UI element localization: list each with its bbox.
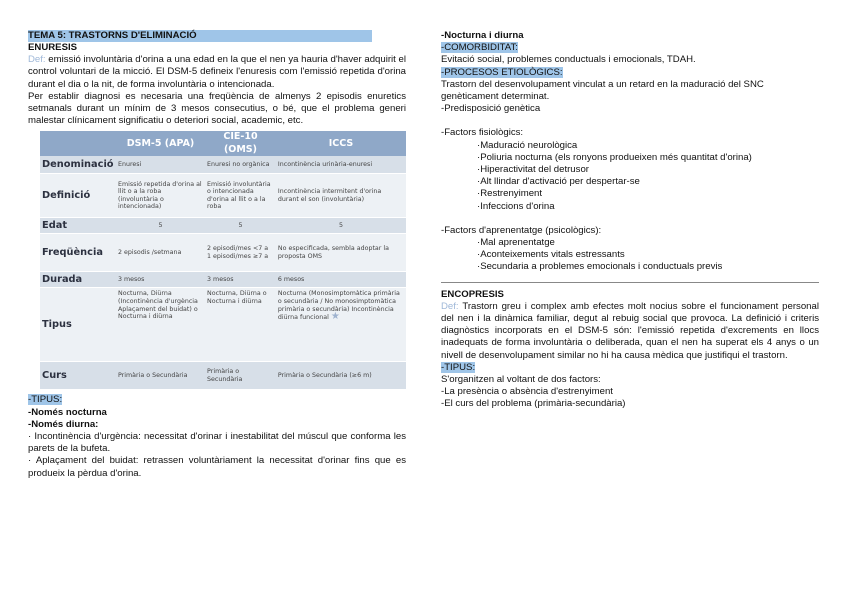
table-row <box>40 156 406 174</box>
table-cell: 2 episodis /setmana <box>116 234 205 272</box>
bullet-incontinencia: · Incontinència d'urgència: necessitat d'orinar i inestabilitat del múscul que conforma les parets de la bufeta. <box>28 430 406 455</box>
table-cell: 5 <box>116 218 205 234</box>
table-row <box>40 272 406 288</box>
right-column <box>441 30 819 411</box>
enc-tipus-2: -El curs del problema (primària-secundària) <box>441 398 626 410</box>
table-cell: 6 mesos <box>276 272 406 288</box>
list-item: ·Hiperactivitat del detrusor <box>477 164 589 176</box>
enc-tipus-1: -La presència o absència d'estrenyiment <box>441 386 613 398</box>
comorbiditat-label: -COMORBIDITAT: <box>441 42 518 54</box>
table-header-corner <box>40 131 116 155</box>
etiologics-text: Trastorn del desenvolupament vinculat a un retard en la maduració del SNC genèticament determinat. <box>441 78 764 103</box>
table-cell: 3 mesos <box>205 272 276 288</box>
table-header-dsm5: DSM-5 (APA) <box>116 131 205 155</box>
table-cell: Primària o Secundària <box>116 362 205 390</box>
table-row <box>40 362 406 390</box>
list-item: ·Poliuria nocturna (els ronyons produeixen més quantitat d'orina) <box>477 151 752 163</box>
table-header-iccs: ICCS <box>276 131 406 155</box>
section-divider <box>441 282 819 283</box>
enc-tipus-label: -TIPUS: <box>441 361 476 373</box>
left-column <box>28 30 406 480</box>
table-cell: Enuresi <box>116 156 205 174</box>
row-label: Edat <box>40 218 116 234</box>
table-cell: Incontinència urinària-enuresi <box>276 156 406 174</box>
row-label: Freqüència <box>40 234 116 272</box>
table-cell: Enuresi no orgànica <box>205 156 276 174</box>
tipus-nocturna: -Només nocturna <box>28 406 107 418</box>
enuresis-definition <box>28 54 406 91</box>
enc-def-label: Def: <box>441 300 459 312</box>
table-cell: Nocturna, Diürna o Nocturna i diürna <box>205 288 276 362</box>
table-row <box>40 234 406 272</box>
diagnosis-paragraph: Per establir diagnosi es necesaria una freqüència de almenys 2 episodis enuretics setmanals durant un mínim de 3 mesos consecutius, o bé, que el problema generi malestar clínicament significatiu o deteriori social, academic, etc. <box>28 90 406 127</box>
classification-table <box>40 131 406 390</box>
table-row <box>40 288 406 362</box>
tipus-label: -TIPUS: <box>28 394 63 406</box>
enc-tipus-intro: S'organitzen al voltant de dos factors: <box>441 374 601 386</box>
table-row <box>40 174 406 218</box>
enuresis-heading: ENURESIS <box>28 42 78 53</box>
list-item: ·Alt llindar d'activació per despertar-se <box>477 176 640 188</box>
table-cell: Emissió repetida d'orina al llit o a la roba (involuntària o intencionada) <box>116 174 205 218</box>
etiologics-label: -PROCESOS ETIOLÒGICS: <box>441 66 563 78</box>
page-title: TEMA 5: TRASTORNS D'ELIMINACIÓ <box>28 30 372 42</box>
list-item: ·Maduració neurològica <box>477 139 578 151</box>
iccs-tipus-text: Nocturna (Monosimptomàtica primària o secundària / No monosimptomàtica primària o secundària) Incontinència diürna funcional <box>277 290 400 322</box>
encopresis-definition <box>441 301 819 362</box>
table-cell: 3 mesos <box>116 272 205 288</box>
tipus-diurna: -Només diurna: <box>28 418 99 430</box>
row-label: Tipus <box>40 288 116 362</box>
table-cell: Incontinència intermitent d'orina durant el son (involuntària) <box>276 174 406 218</box>
comorbiditat-text: Evitació social, problemes conductuals i emocionals, TDAH. <box>441 54 696 66</box>
def-text: emissió involuntària d'orina a una edad en la que el nen ya hauria d'haver adquirit el control voluntari de la micció. El DSM-5 defineix l'enuresis com l'emissió repetida d'orina durant el dia o la nit, de forma involuntària o intencionada. <box>28 54 406 90</box>
factors-fisiologics-label: -Factors fisiològics: <box>441 127 524 139</box>
table-cell: 5 <box>205 218 276 234</box>
list-item: ·Secundaria a problemes emocionals i conductuals previs <box>477 261 723 273</box>
table-cell: Primària o Secundària <box>205 362 276 390</box>
row-label: Curs <box>40 362 116 390</box>
table-row <box>40 218 406 234</box>
encopresis-heading: ENCOPRESIS <box>441 288 504 300</box>
list-item: ·Restrenyiment <box>477 188 543 200</box>
table-header-cie10: CIE-10 (OMS) <box>205 131 276 155</box>
table-cell: Primària o Secundària (≥6 m) <box>276 362 406 390</box>
list-item: ·Mal aprenentatge <box>477 237 555 249</box>
table-cell: 5 <box>276 218 406 234</box>
bullet-aplacament: · Aplaçament del buidat: retrassen voluntàriament la necessitat d'orinar fins que es produeix la pèrdua d'orina. <box>28 455 406 479</box>
table-cell: Emissió involuntària o intencionada d'orina al llit o a la roba <box>205 174 276 218</box>
row-label: Definició <box>40 174 116 218</box>
row-label: Denominació <box>40 156 116 174</box>
enc-def-text: Trastorn greu i complex amb efectes molt nocius sobre el funcionament personal del nen i la dinàmica familiar, degut al rebuig social que provoca. La definició i criteris diagnòstics incorporats en el DSM-5 són: l'emissió repetida d'excrements en llocs inadequats de forma involuntària o deliberada, quan el nen ha superat els 4 anys o un nivell de desenvolupament similar no hi ha causa mèdica que justifiqui el trastorn. <box>441 300 819 361</box>
table-cell: Nocturna, Diürna (Incontinència d'urgència Aplaçament del buidat) o Nocturna i diürna <box>116 288 205 362</box>
tipus-nocturna-diurna: -Nocturna i diurna <box>441 30 524 41</box>
def-label: Def: <box>28 54 46 66</box>
predisposicio: -Predisposició genètica <box>441 103 541 115</box>
list-item: ·Aconteixements vitals estressants <box>477 249 625 261</box>
row-label: Durada <box>40 272 116 288</box>
factors-aprenentatge-label: -Factors d'aprenentatge (psicològics): <box>441 224 602 236</box>
table-cell: 2 episodi/mes <7 a 1 episodi/mes ≥7 a <box>205 234 276 272</box>
list-item: ·Infeccions d'orina <box>477 200 555 212</box>
star-icon: ★ <box>330 311 340 323</box>
table-cell: No especificada, sembla adoptar la proposta OMS <box>276 234 406 272</box>
table-cell <box>276 288 406 362</box>
